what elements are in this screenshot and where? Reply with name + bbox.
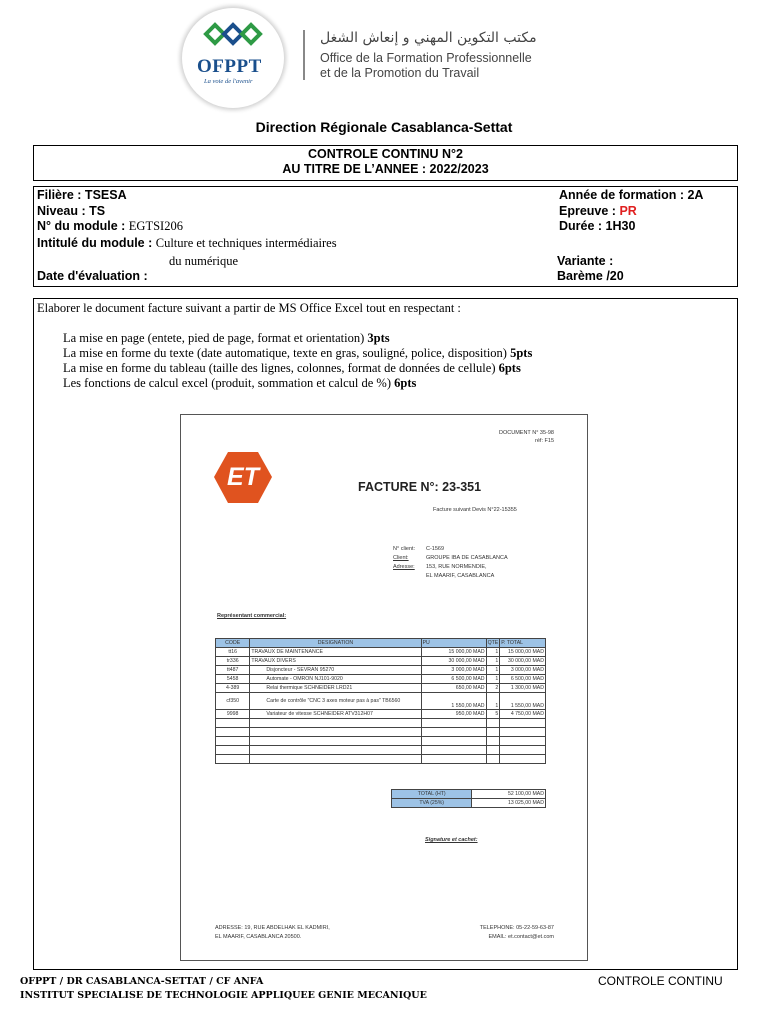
cell-code (216, 719, 250, 728)
invoice-sample (180, 414, 588, 961)
instruction-item-1 (63, 331, 390, 346)
cell-designation: Carte de contrôle "CNC 3 axes moteur pas à pas" TB6560 (250, 693, 421, 710)
table-row (216, 693, 546, 710)
total-ht-row (392, 790, 546, 799)
client-number-label: N° client: (393, 546, 416, 552)
cell-qte (486, 719, 500, 728)
cell-qte (486, 746, 500, 755)
table-row (216, 684, 546, 693)
cell-qte (486, 737, 500, 746)
cell-designation (250, 755, 421, 764)
cell-qte (486, 728, 500, 737)
cell-designation: Variateur de vitesse SCHNEIDER ATV312H07 (250, 710, 421, 719)
epreuve (559, 204, 637, 218)
cell-code (216, 755, 250, 764)
cell-pu (421, 728, 486, 737)
instruction-item-points: 6pts (498, 361, 521, 375)
cell-total (500, 728, 546, 737)
company-address-line1: ADRESSE: 19, RUE ABDELHAK EL KADMIRI, (215, 925, 330, 931)
epreuve-label: Epreuve : (559, 204, 620, 218)
table-row (216, 719, 546, 728)
cell-pu (421, 719, 486, 728)
instruction-item-3 (63, 361, 521, 376)
filiere: Filière : TSESA (37, 188, 127, 202)
instruction-item-text: La mise en forme du texte (date automatique, texte en gras, souligné, police, disposition) (63, 346, 511, 360)
cell-total (500, 746, 546, 755)
client-label: Client: (393, 555, 409, 561)
module-title-label: Intitulé du module : (37, 236, 156, 250)
company-email: EMAIL: et.contact@et.com (488, 934, 554, 940)
cell-qte: 1 (486, 693, 500, 710)
footer-line1: OFPPT / DR CASABLANCA-SETTAT / CF ANFA (20, 976, 264, 987)
cell-qte: 5 (486, 710, 500, 719)
total-ht-value: 52 100,00 MAD (472, 790, 546, 799)
invoice-devis: Facture suivant Devis N°22-15355 (433, 507, 517, 513)
client-number: C-1569 (426, 546, 445, 552)
client-name: GROUPE IBA DE CASABLANCA (426, 555, 508, 561)
header-arabic-title: مكتب التكوين المهني و إنعاش الشغل (320, 30, 537, 46)
cell-total: 6 500,00 MAD (500, 675, 546, 684)
company-telephone: TELEPHONE: 05-22-59-63-87 (479, 925, 554, 931)
module-number-value: EGTSI206 (128, 219, 183, 233)
cell-code: 9998 (216, 710, 250, 719)
module-number (37, 219, 183, 234)
cell-qte: 1 (486, 666, 500, 675)
cell-qte: 1 (486, 657, 500, 666)
instruction-item-text: La mise en page (entete, pied de page, format et orientation) (63, 331, 368, 345)
table-row (216, 755, 546, 764)
tva-label: TVA (25%) (392, 799, 472, 808)
instructions-intro: Elaborer le document facture suivant a partir de MS Office Excel tout en respectant : (37, 301, 461, 315)
footer-line2: INSTITUT SPECIALISE DE TECHNOLOGIE APPLIQUEE GENIE MECANIQUE (20, 990, 427, 1001)
cell-total: 1 550,00 MAD (500, 693, 546, 710)
address-label: Adresse: (393, 564, 415, 570)
cell-total: 4 750,00 MAD (500, 710, 546, 719)
instruction-item-2 (63, 346, 532, 361)
invoice-ref: réf: F15 (535, 438, 554, 444)
instruction-item-4 (63, 376, 416, 391)
cell-pu (421, 755, 486, 764)
cell-pu: 30 000,00 MAD (421, 657, 486, 666)
cell-pu: 15 000,00 MAD (421, 648, 486, 657)
header-office-line2: et de la Promotion du Travail (320, 66, 480, 80)
cell-designation (250, 746, 421, 755)
module-number-label: N° du module : (37, 219, 129, 233)
cell-qte: 1 (486, 675, 500, 684)
cell-designation (250, 737, 421, 746)
cell-code: cf350 (216, 693, 250, 710)
invoice-title: FACTURE N°: 23-351 (358, 480, 482, 494)
cell-pu: 3 000,00 MAD (421, 666, 486, 675)
table-row (216, 710, 546, 719)
ofppt-logo-slogan: La voie de l'avenir (204, 78, 253, 85)
table-row (216, 675, 546, 684)
cell-designation (250, 719, 421, 728)
total-ht-label: TOTAL (HT) (392, 790, 472, 799)
instruction-item-points: 5pts (510, 346, 533, 360)
cell-total (500, 737, 546, 746)
cell-total: 1 300,00 MAD (500, 684, 546, 693)
cell-designation: Relai thermique SCHNEIDER LRD21 (250, 684, 421, 693)
cell-pu: 1 550,00 MAD (421, 693, 486, 710)
table-row (216, 728, 546, 737)
cell-designation: Automate - OMRON NJ101-9020 (250, 675, 421, 684)
column-header: PU (421, 639, 486, 648)
header-divider (303, 30, 305, 80)
title-line1: CONTROLE CONTINU N°2 (308, 147, 463, 161)
bareme: Barème /20 (557, 269, 624, 283)
cell-pu (421, 737, 486, 746)
instruction-item-text: Les fonctions de calcul excel (produit, sommation et calcul de %) (63, 376, 395, 390)
cell-code (216, 746, 250, 755)
cell-designation: Disjoncteur - SEVRAN 95270 (250, 666, 421, 675)
footer-right: CONTROLE CONTINU (598, 974, 723, 988)
table-row (216, 657, 546, 666)
cell-code: tr336 (216, 657, 250, 666)
cell-total (500, 755, 546, 764)
et-logo-text: ET (227, 463, 259, 491)
cell-designation (250, 728, 421, 737)
cell-total: 3 000,00 MAD (500, 666, 546, 675)
module-title (37, 236, 337, 251)
column-header: DESIGNATION (250, 639, 421, 648)
invoice-table-header (216, 639, 546, 648)
cell-qte (486, 755, 500, 764)
instruction-item-text: La mise en forme du tableau (taille des lignes, colonnes, format de données de cellule) (63, 361, 499, 375)
tva-value: 13 025,00 MAD (472, 799, 546, 808)
instruction-item-points: 3pts (367, 331, 390, 345)
table-row (216, 737, 546, 746)
invoice-table (215, 638, 546, 764)
et-logo-icon (214, 450, 272, 505)
cell-code: tt487 (216, 666, 250, 675)
annee-formation: Année de formation : 2A (559, 188, 704, 202)
cell-code: 4-389 (216, 684, 250, 693)
table-row (216, 746, 546, 755)
sales-rep-label: Représentant commercial: (217, 613, 287, 619)
niveau: Niveau : TS (37, 204, 106, 218)
cell-designation: TRAVAUX DIVERS (250, 657, 421, 666)
title-line2: AU TITRE DE L’ANNEE : 2022/2023 (282, 162, 489, 176)
date-evaluation: Date d'évaluation : (37, 269, 148, 283)
direction-title: Direction Régionale Casablanca-Settat (255, 119, 513, 135)
module-title-value1: Culture et techniques intermédiaires (155, 236, 337, 250)
tva-row (392, 799, 546, 808)
company-address-line2: EL MAARIF, CASABLANCA 20500. (215, 934, 302, 940)
invoice-doc-number: DOCUMENT N° 35-98 (499, 430, 554, 436)
instruction-item-points: 6pts (394, 376, 417, 390)
cell-code: tt16 (216, 648, 250, 657)
totals-table (391, 789, 546, 808)
column-header: QTE (487, 640, 499, 646)
client-address-line2: EL MAARIF, CASABLANCA (426, 573, 495, 579)
cell-pu: 6 500,00 MAD (421, 675, 486, 684)
column-header: P. TOTAL (500, 639, 546, 648)
cell-qte: 1 (486, 648, 500, 657)
cell-designation: TRAVAUX DE MAINTENANCE (250, 648, 421, 657)
duree: Durée : 1H30 (559, 219, 636, 233)
epreuve-value: PR (619, 204, 637, 218)
module-title-value2: du numérique (169, 254, 239, 268)
cell-code (216, 737, 250, 746)
cell-code (216, 728, 250, 737)
client-address-line1: 153, RUE NORMENDIE, (426, 564, 487, 570)
header-office-line1: Office de la Formation Professionnelle (320, 51, 532, 65)
column-header: CODE (216, 639, 250, 648)
cell-qte: 2 (486, 684, 500, 693)
ofppt-logo-text: OFPPT (197, 56, 262, 77)
table-row (216, 648, 546, 657)
cell-total (500, 719, 546, 728)
signature-label: Signature et cachet: (425, 837, 478, 843)
cell-pu (421, 746, 486, 755)
cell-pu: 650,00 MAD (421, 684, 486, 693)
table-row (216, 666, 546, 675)
cell-total: 15 000,00 MAD (500, 648, 546, 657)
variante: Variante : (557, 254, 614, 268)
cell-total: 30 000,00 MAD (500, 657, 546, 666)
cell-pu: 950,00 MAD (421, 710, 486, 719)
cell-code: 5458 (216, 675, 250, 684)
